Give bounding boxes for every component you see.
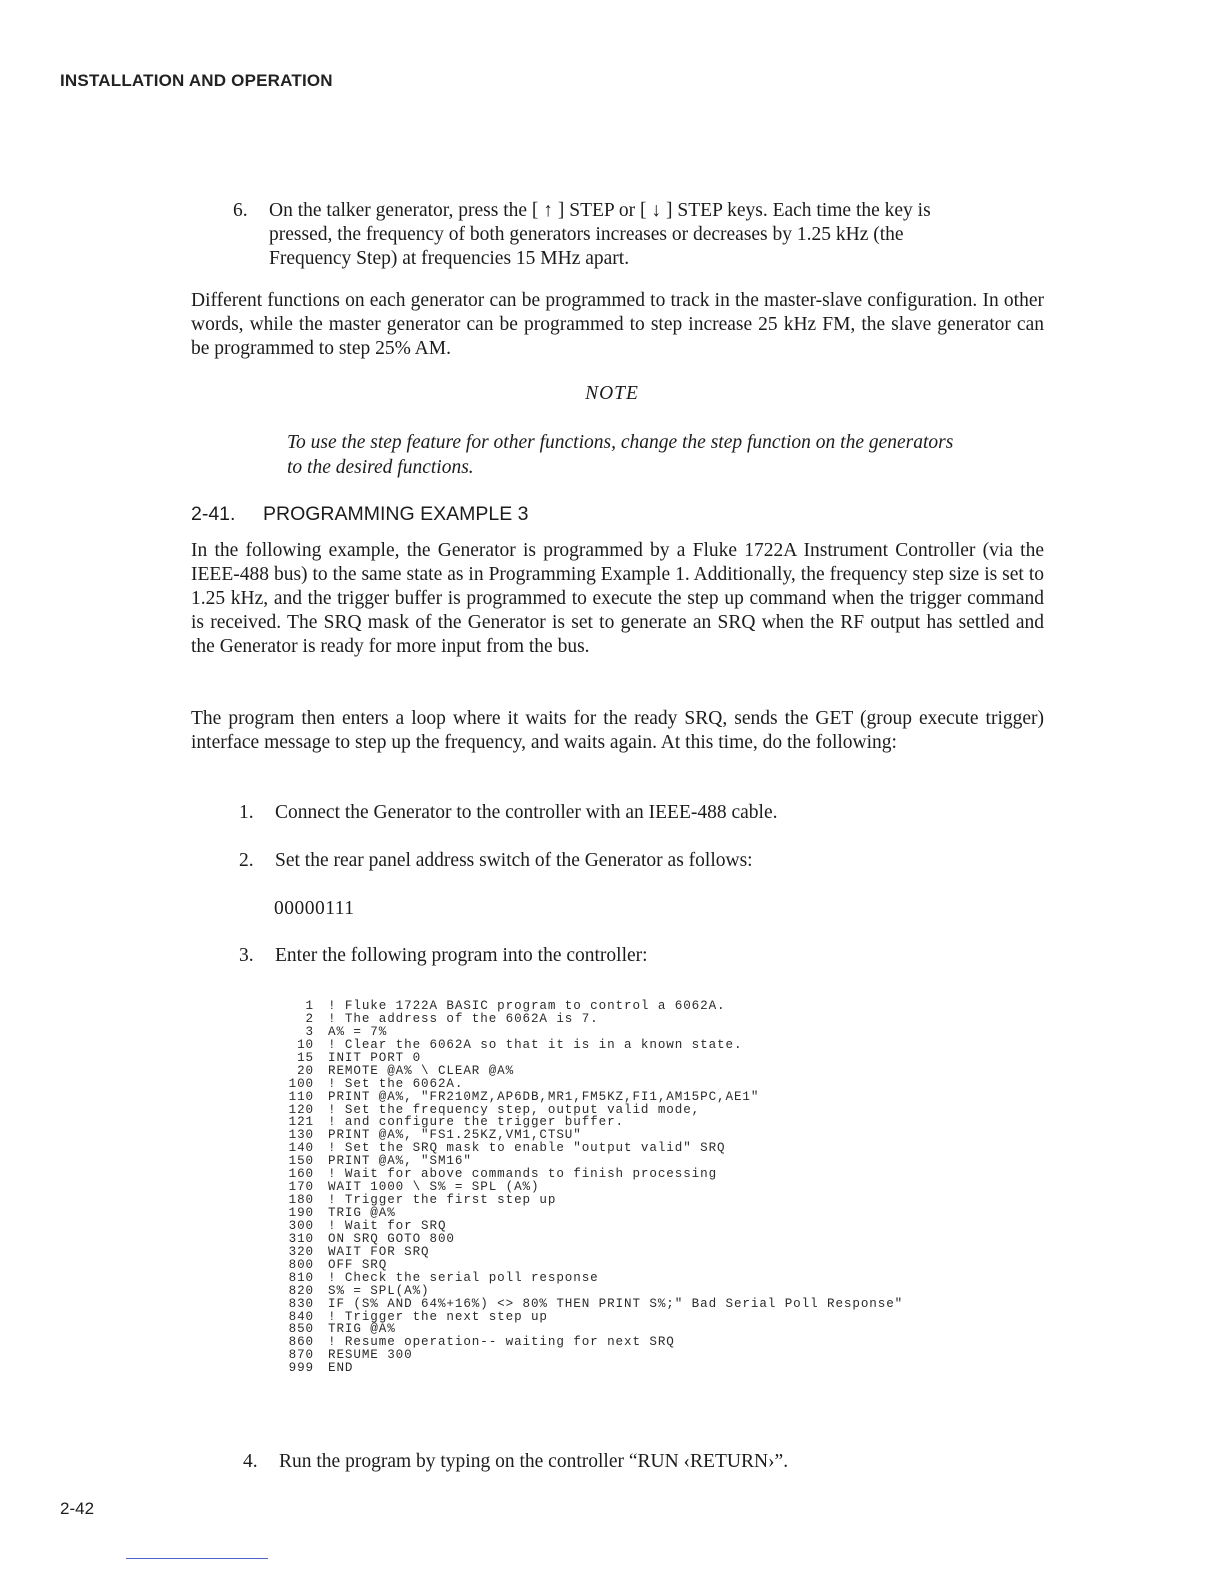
line-number: 100: [288, 1076, 314, 1091]
code-statement: TRIG @A%: [328, 1322, 396, 1337]
code-statement: ! Set the SRQ mask to enable "output valid" SRQ: [328, 1141, 726, 1156]
line-number: 310: [288, 1231, 314, 1246]
line-number: 3: [305, 1024, 314, 1039]
code-statement: ! Check the serial poll response: [328, 1270, 599, 1285]
step-text: Run the program by typing on the controller “RUN ‹RETURN›”.: [279, 1451, 789, 1472]
section-heading: [191, 503, 528, 526]
step-6-line-3: Frequency Step) at frequencies 15 MHz apart.: [269, 248, 630, 269]
footer-rule: [126, 1558, 268, 1559]
line-number: 810: [288, 1270, 314, 1285]
section-number: 2-41.: [191, 503, 236, 525]
code-statement: END: [328, 1361, 354, 1376]
line-number: 870: [288, 1348, 314, 1363]
step-6-line-1: On the talker generator, press the [ ↑ ] STEP or [ ↓ ] STEP keys. Each time the key is: [269, 200, 931, 221]
line-number: 2: [305, 1011, 314, 1026]
code-line: [284, 1349, 903, 1362]
code-statement: OFF SRQ: [328, 1257, 388, 1272]
step-number: 2.: [239, 850, 254, 871]
step-number: 6.: [233, 200, 248, 221]
code-statement: S% = SPL(A%): [328, 1283, 430, 1298]
code-statement: ! Wait for SRQ: [328, 1218, 447, 1233]
line-number: 190: [288, 1206, 314, 1220]
line-number: 150: [288, 1154, 314, 1169]
running-header: INSTALLATION AND OPERATION: [60, 71, 333, 90]
note-body: To use the step feature for other functions, change the step function on the generators to the desired functions.: [287, 432, 954, 478]
code-statement: PRINT @A%, "SM16": [328, 1154, 472, 1169]
step-text: Enter the following program into the controller:: [275, 945, 648, 966]
code-statement: ! Wait for above commands to finish processing: [328, 1167, 718, 1182]
code-statement: TRIG @A%: [328, 1206, 396, 1220]
code-statement: PRINT @A%, "FR210MZ,AP6DB,MR1,FM5KZ,FI1,AM15PC,AE1": [328, 1089, 760, 1104]
line-number: 180: [288, 1193, 314, 1208]
line-number: 1: [305, 999, 314, 1013]
code-statement: ! Set the 6062A.: [328, 1076, 464, 1091]
line-number: 160: [288, 1167, 314, 1182]
code-statement: ! Trigger the next step up: [328, 1309, 548, 1324]
line-number: 850: [288, 1322, 314, 1337]
paragraph-example: In the following example, the Generator is programmed by a Fluke 1722A Instrument Controller (via the IEEE-488 bus) to the same state as in Programming Example 1. Additionally, the frequency step size is set to 1.25 kHz, and the trigger buffer is programmed to execute the step up command when the trigger command is received. The SRQ mask of the Generator is set to generate an SRQ when the RF output has settled and the Generator is ready for more input from the bus.: [191, 540, 1044, 657]
line-number: 140: [288, 1141, 314, 1156]
code-statement: IF (S% AND 64%+16%) <> 80% THEN PRINT S%;" Bad Serial Poll Response": [328, 1296, 904, 1311]
line-number: 800: [288, 1257, 314, 1272]
code-statement: WAIT FOR SRQ: [328, 1244, 430, 1259]
code-statement: ! Fluke 1722A BASIC program to control a 6062A.: [328, 999, 726, 1013]
step-6-line-2: pressed, the frequency of both generators increases or decreases by 1.25 kHz (the: [269, 224, 904, 245]
note-title: NOTE: [585, 383, 639, 404]
code-line: [284, 1362, 903, 1375]
line-number: 130: [288, 1128, 314, 1143]
line-number: 10: [297, 1037, 314, 1052]
line-number: 121: [288, 1115, 314, 1130]
code-statement: A% = 7%: [328, 1024, 388, 1039]
code-statement: ! and configure the trigger buffer.: [328, 1115, 625, 1130]
step-text: Set the rear panel address switch of the Generator as follows:: [275, 850, 753, 871]
line-number: 300: [288, 1218, 314, 1233]
address-switch-value: 00000111: [274, 898, 355, 919]
code-statement: ! Clear the 6062A so that it is in a known state.: [328, 1037, 743, 1052]
code-statement: INIT PORT 0: [328, 1050, 422, 1065]
code-statement: RESUME 300: [328, 1348, 413, 1363]
line-number: 170: [288, 1180, 314, 1195]
step-number: 4.: [243, 1451, 258, 1472]
line-number: 110: [288, 1089, 314, 1104]
line-number: 820: [288, 1283, 314, 1298]
line-number: 840: [288, 1309, 314, 1324]
code-statement: ! Set the frequency step, output valid mode,: [328, 1102, 701, 1117]
line-number: 830: [288, 1296, 314, 1311]
code-statement: ! The address of the 6062A is 7.: [328, 1011, 599, 1026]
line-number: 20: [297, 1063, 314, 1078]
code-statement: WAIT 1000 \ S% = SPL (A%): [328, 1180, 540, 1195]
line-number: 15: [297, 1050, 314, 1065]
code-statement: ON SRQ GOTO 800: [328, 1231, 455, 1246]
paragraph-functions: Different functions on each generator can be programmed to track in the master-slave configuration. In other words, while the master generator can be programmed to step increase 25 kHz FM, the slave generator can be programmed to step 25% AM.: [191, 290, 1044, 359]
line-number: 999: [288, 1361, 314, 1376]
step-text: Connect the Generator to the controller with an IEEE-488 cable.: [275, 802, 778, 823]
section-title: PROGRAMMING EXAMPLE 3: [263, 503, 529, 525]
code-statement: REMOTE @A% \ CLEAR @A%: [328, 1063, 515, 1078]
line-number: 860: [288, 1335, 314, 1350]
page-number: 2-42: [60, 1499, 95, 1518]
paragraph-loop: The program then enters a loop where it waits for the ready SRQ, sends the GET (group execute trigger) interface message to step up the frequency, and waits again. At this time, do the following:: [191, 708, 1044, 753]
line-number: 120: [288, 1102, 314, 1117]
program-listing: [284, 1000, 903, 1375]
step-number: 1.: [239, 802, 254, 823]
code-statement: PRINT @A%, "FS1.25KZ,VM1,CTSU": [328, 1128, 582, 1143]
line-number: 320: [288, 1244, 314, 1259]
code-statement: ! Trigger the first step up: [328, 1193, 557, 1208]
step-number: 3.: [239, 945, 254, 966]
code-statement: ! Resume operation-- waiting for next SRQ: [328, 1335, 675, 1350]
